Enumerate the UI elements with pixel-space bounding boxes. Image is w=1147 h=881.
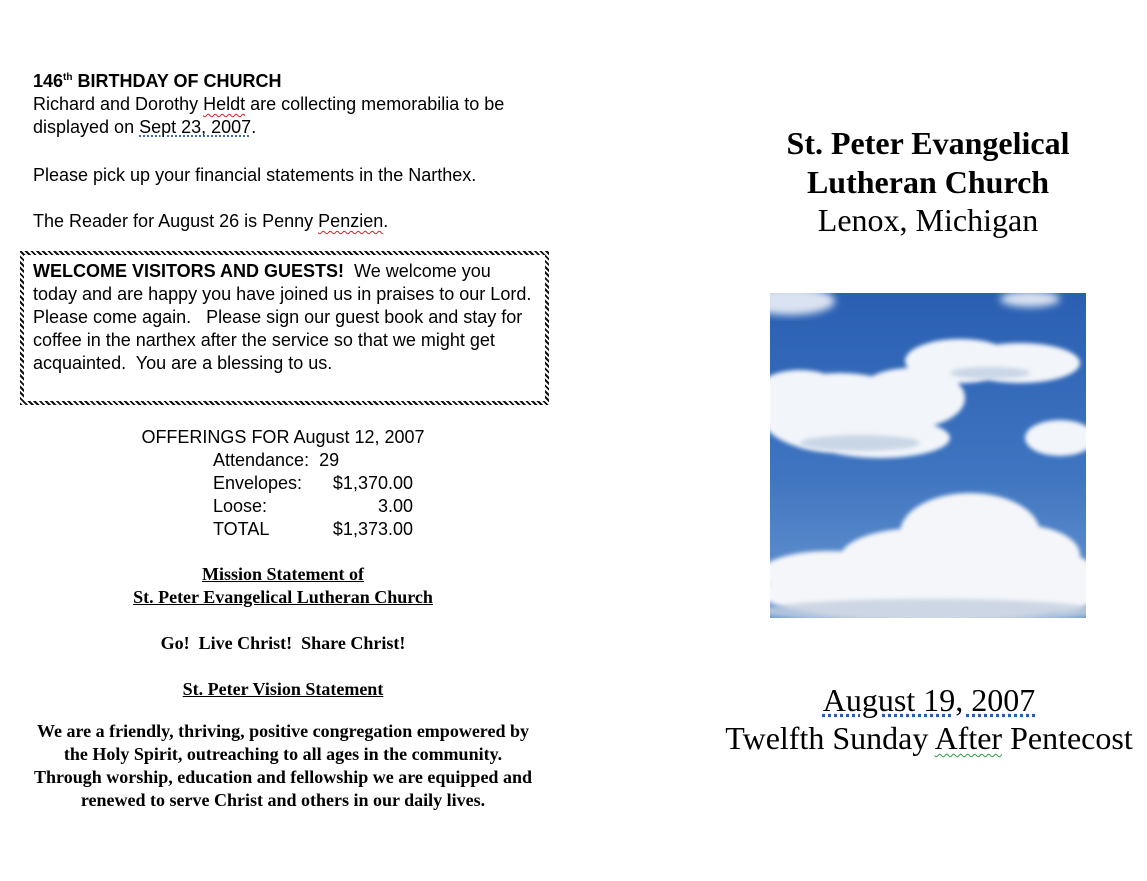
church-name-line2: Lutheran Church [806, 164, 1050, 200]
birthday-heading [33, 71, 282, 91]
service-date [700, 681, 1147, 720]
birthday-suffix: th [63, 72, 73, 83]
mission-motto: Go! Live Christ! Share Christ! [160, 633, 406, 653]
reader-text: The Reader for August 26 is Penny [33, 211, 319, 231]
birthday-notice [33, 70, 553, 139]
mission-heading-line2: St. Peter Evangelical Lutheran Church [133, 587, 433, 607]
reader-name: Penzien [318, 211, 384, 231]
welcome-box [20, 251, 549, 405]
offerings-label: Attendance: 29 [213, 450, 340, 470]
birthday-text-end: . [251, 117, 257, 137]
church-location: Lenox, Michigan [817, 202, 1039, 238]
vision-text: We are a friendly, thriving, positive congregation empowered by the Holy Spirit, outreaching to all ages in the community. Through worship, education and fellowship we are equipped and renewed to serve Christ and others in our daily lives. [34, 721, 532, 810]
offerings-label: Envelopes: [213, 473, 303, 493]
reader-text-end: . [383, 211, 389, 231]
mission-heading-line1: Mission Statement of [202, 564, 364, 584]
offerings-row [213, 518, 413, 541]
birthday-date: Sept 23, 2007 [139, 117, 252, 137]
service-day-end: Pentecost [1002, 720, 1133, 756]
offerings-amount: $1,370.00 [332, 473, 413, 493]
birthday-name: Heldt [203, 94, 246, 114]
birthday-text-mid: are collecting memorabilia to be displayed on [33, 94, 505, 137]
offerings-title: OFFERINGS FOR August 12, 2007 [141, 427, 425, 447]
service-day-start: Twelfth Sunday [725, 720, 935, 756]
offerings-row [213, 472, 413, 495]
mission-heading [0, 563, 566, 609]
birthday-number: 146 [33, 71, 64, 91]
offerings-label: Loose: [213, 496, 268, 516]
offerings-row [213, 449, 413, 472]
welcome-body: We welcome you today and are happy you have joined us in praises to our Lord. Please come again. Please sign our guest book and stay for coffee in the narthex after the service so that we might get acquainted. You are a blessing to us. [33, 261, 542, 373]
service-date-text: August 19, 2007 [822, 682, 1036, 718]
offerings-row [213, 495, 413, 518]
financial-statements-notice: Please pick up your financial statements in the Narthex. [33, 165, 477, 185]
service-day [700, 719, 1147, 758]
sky-clouds-illustration [770, 293, 1086, 618]
church-name [712, 124, 1144, 202]
birthday-text-start: Richard and Dorothy [33, 94, 204, 114]
vision-heading: St. Peter Vision Statement [182, 679, 384, 699]
offerings-amount: $1,373.00 [332, 519, 413, 539]
service-day-word: After [934, 720, 1003, 756]
church-name-line1: St. Peter Evangelical [786, 125, 1070, 161]
reader-notice [33, 210, 553, 233]
birthday-heading-text: BIRTHDAY OF CHURCH [72, 71, 282, 91]
sky-clouds-image [770, 293, 1086, 618]
welcome-text [33, 260, 542, 375]
offerings-label: TOTAL [213, 519, 270, 539]
offerings-amount: 3.00 [377, 496, 413, 516]
welcome-heading: WELCOME VISITORS AND GUESTS! [33, 261, 345, 281]
